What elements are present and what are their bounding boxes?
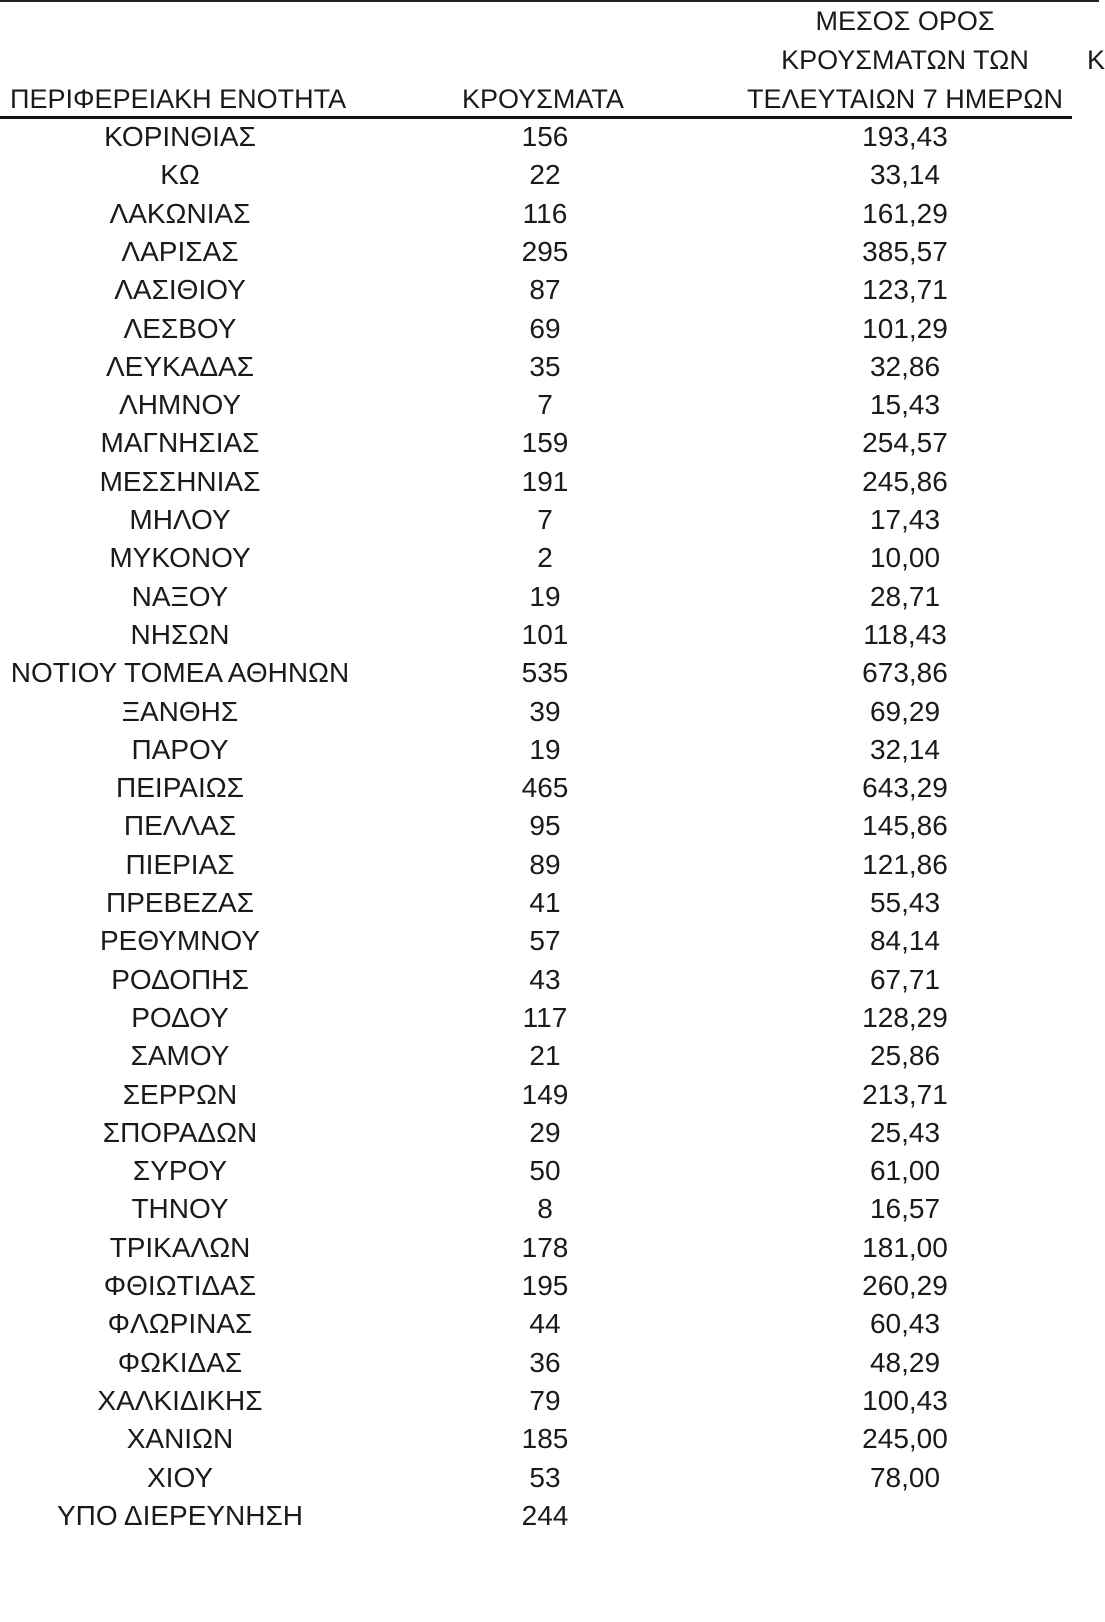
region-cell: ΠΕΛΛΑΣ (123, 810, 237, 842)
average-cell: 643,29 (862, 772, 948, 804)
region-cell: ΝΟΤΙΟΥ ΤΟΜΕΑ ΑΘΗΝΩΝ (10, 657, 350, 689)
table-row (0, 1113, 1099, 1153)
header-average-line-3: ΤΕΛΕΥΤΑΙΩΝ 7 ΗΜΕΡΩΝ (747, 84, 1063, 114)
table-row (0, 270, 1099, 310)
region-cell: ΦΩΚΙΔΑΣ (117, 1346, 243, 1378)
cases-cell: 41 (529, 887, 561, 918)
cases-cell: 79 (529, 1384, 561, 1416)
average-cell: 33,14 (869, 159, 941, 191)
average-cell: 100,43 (862, 1384, 948, 1416)
cases-cell: 29 (529, 1116, 561, 1148)
header-cut-off: Κ (1087, 45, 1105, 75)
cases-cell: 19 (529, 733, 561, 765)
average-cell: 61,00 (869, 1155, 941, 1187)
cases-cell: 159 (521, 427, 569, 459)
table-row (0, 462, 1099, 502)
region-cell: ΛΗΜΝΟΥ (118, 389, 242, 421)
table-row (0, 1036, 1099, 1076)
region-cell: ΠΡΕΒΕΖΑΣ (105, 887, 254, 918)
cases-cell: 43 (529, 963, 561, 995)
average-cell: 25,86 (869, 1040, 941, 1072)
average-cell: 17,43 (869, 504, 941, 535)
region-cell: ΧΑΛΚΙΔΙΚΗΣ (97, 1384, 263, 1416)
average-cell: 84,14 (869, 925, 941, 957)
cases-cell: 191 (521, 465, 569, 497)
table-row (0, 1419, 1099, 1459)
region-cell: ΚΩ (160, 159, 200, 191)
cases-cell: 53 (529, 1461, 561, 1493)
cases-cell: 22 (529, 159, 561, 191)
average-cell: 69,29 (869, 695, 941, 727)
table-row (0, 883, 1099, 923)
average-cell: 245,86 (862, 465, 948, 497)
average-cell: 245,00 (862, 1423, 948, 1455)
average-cell: 260,29 (862, 1270, 948, 1301)
cases-cell: 149 (521, 1078, 569, 1110)
cases-cell: 50 (529, 1155, 561, 1187)
table-header (0, 0, 1105, 117)
average-cell: 161,29 (862, 197, 948, 229)
header-average-line-1: ΜΕΣΟΣ ΟΡΟΣ (815, 6, 995, 36)
table-row (0, 155, 1099, 195)
cases-cell: 19 (529, 580, 561, 612)
region-cell: ΜΕΣΣΗΝΙΑΣ (99, 465, 261, 497)
region-cell: ΦΘΙΩΤΙΔΑΣ (103, 1270, 257, 1301)
cases-cell: 244 (521, 1499, 569, 1531)
average-cell: 32,86 (869, 350, 941, 382)
header-cases: ΚΡΟΥΣΜΑΤΑ (462, 84, 624, 114)
region-cell: ΧΙΟΥ (146, 1461, 213, 1493)
region-cell: ΤΗΝΟΥ (131, 1193, 229, 1225)
table-row (0, 845, 1099, 885)
average-cell: 128,29 (862, 1001, 948, 1033)
average-cell: 254,57 (862, 427, 948, 459)
table-row (0, 232, 1099, 272)
region-cell: ΜΗΛΟΥ (129, 504, 231, 535)
region-cell: ΡΕΘΥΜΝΟΥ (99, 925, 260, 957)
table-row (0, 500, 1099, 540)
table-row (0, 1304, 1099, 1344)
cases-cell: 101 (521, 618, 569, 650)
table-row (0, 1343, 1099, 1383)
cases-cell: 89 (529, 848, 561, 880)
region-cell: ΠΑΡΟΥ (131, 733, 229, 765)
table-row (0, 1228, 1099, 1268)
average-cell: 673,86 (862, 657, 948, 689)
table-row (0, 615, 1099, 655)
average-cell: 60,43 (869, 1308, 941, 1340)
table-row (0, 1458, 1099, 1498)
cases-cell: 8 (537, 1193, 553, 1225)
cases-cell: 39 (529, 695, 561, 727)
cases-cell: 57 (529, 925, 561, 957)
table-row (0, 1496, 1099, 1536)
cases-cell: 185 (521, 1423, 569, 1455)
average-cell: 118,43 (863, 618, 947, 650)
average-cell: 101,29 (862, 312, 948, 344)
table-row (0, 768, 1099, 808)
average-cell: 67,71 (869, 963, 941, 995)
region-cell: ΤΡΙΚΑΛΩΝ (109, 1231, 251, 1263)
average-cell: 32,14 (869, 733, 941, 765)
table-row (0, 1189, 1099, 1229)
average-cell: 385,57 (862, 235, 948, 267)
table-row (0, 692, 1099, 732)
region-cell: ΞΑΝΘΗΣ (121, 695, 239, 727)
region-cell: ΣΥΡΟΥ (132, 1155, 228, 1187)
region-cell: ΛΑΚΩΝΙΑΣ (109, 197, 251, 229)
cases-cell: 117 (522, 1001, 568, 1033)
table-row (0, 960, 1099, 1000)
cases-cell: 178 (521, 1231, 569, 1263)
average-cell: 123,71 (862, 274, 948, 306)
table-row (0, 806, 1099, 846)
region-cell: ΝΑΞΟΥ (131, 580, 229, 612)
cases-cell: 7 (537, 389, 553, 421)
region-cell: ΧΑΝΙΩΝ (126, 1423, 234, 1455)
table-row (0, 577, 1099, 617)
region-cell: ΛΕΥΚΑΔΑΣ (105, 350, 255, 382)
region-cell: ΛΑΣΙΘΙΟΥ (114, 274, 246, 306)
region-cell: ΛΕΣΒΟΥ (123, 312, 237, 344)
header-average-line-2: ΚΡΟΥΣΜΑΤΩΝ ΤΩΝ (781, 45, 1029, 75)
table-row (0, 309, 1099, 349)
region-cell: ΚΟΡΙΝΘΙΑΣ (104, 121, 256, 152)
table-row (0, 1381, 1099, 1421)
region-cell: ΠΙΕΡΙΑΣ (125, 848, 235, 880)
table-row (0, 347, 1099, 387)
table-row (0, 730, 1099, 770)
table-row (0, 117, 1099, 157)
cases-cell: 7 (537, 504, 553, 535)
region-cell: ΣΠΟΡΑΔΩΝ (102, 1116, 258, 1148)
region-cell: ΥΠΟ ΔΙΕΡΕΥΝΗΣΗ (56, 1499, 304, 1531)
table-row (0, 1266, 1099, 1306)
average-cell: 193,43 (862, 121, 948, 152)
table-row (0, 998, 1099, 1038)
region-cell: ΜΑΓΝΗΣΙΑΣ (100, 427, 260, 459)
cases-cell: 44 (529, 1308, 561, 1340)
cases-cell: 195 (521, 1270, 569, 1301)
average-cell: 55,43 (869, 887, 941, 918)
average-cell: 15,43 (869, 389, 941, 421)
table-row (0, 653, 1099, 693)
average-cell: 10,00 (869, 542, 941, 574)
cases-cell: 2 (537, 542, 553, 574)
cases-cell: 69 (529, 312, 561, 344)
cases-cell: 535 (521, 657, 569, 689)
cases-cell: 116 (522, 197, 568, 229)
table-row (0, 1151, 1099, 1191)
table-row (0, 423, 1099, 463)
header-average (744, 2, 1066, 119)
average-cell: 78,00 (869, 1461, 941, 1493)
cases-cell: 87 (529, 274, 561, 306)
cases-cell: 36 (529, 1346, 561, 1378)
table-row (0, 194, 1099, 234)
average-cell: 48,29 (869, 1346, 941, 1378)
region-cell: ΝΗΣΩΝ (130, 618, 230, 650)
average-cell: 213,71 (862, 1078, 948, 1110)
region-cell: ΠΕΙΡΑΙΩΣ (116, 772, 244, 804)
region-cell: ΛΑΡΙΣΑΣ (121, 235, 239, 267)
average-cell: 16,57 (869, 1193, 941, 1225)
cases-cell: 156 (521, 121, 569, 152)
cases-cell: 295 (521, 235, 569, 267)
table-row (0, 1075, 1099, 1115)
average-cell: 28,71 (869, 580, 941, 612)
region-cell: ΦΛΩΡΙΝΑΣ (107, 1308, 253, 1340)
region-cell: ΜΥΚΟΝΟΥ (109, 542, 251, 574)
region-cell: ΡΟΔΟΠΗΣ (111, 963, 249, 995)
region-cell: ΡΟΔΟΥ (131, 1001, 229, 1033)
table-row (0, 538, 1099, 578)
region-cell: ΣΑΜΟΥ (130, 1040, 230, 1072)
cases-cell: 465 (521, 772, 569, 804)
cases-cell: 95 (529, 810, 561, 842)
average-cell: 25,43 (869, 1116, 941, 1148)
average-cell: 121,86 (862, 848, 948, 880)
table-row (0, 921, 1099, 961)
cases-cell: 21 (529, 1040, 561, 1072)
average-cell: 181,00 (862, 1231, 948, 1263)
table-row (0, 385, 1099, 425)
header-region: ΠΕΡΙΦΕΡΕΙΑΚΗ ΕΝΟΤΗΤΑ (10, 84, 347, 114)
region-cell: ΣΕΡΡΩΝ (122, 1078, 238, 1110)
average-cell: 145,86 (862, 810, 948, 842)
cases-cell: 35 (529, 350, 561, 382)
